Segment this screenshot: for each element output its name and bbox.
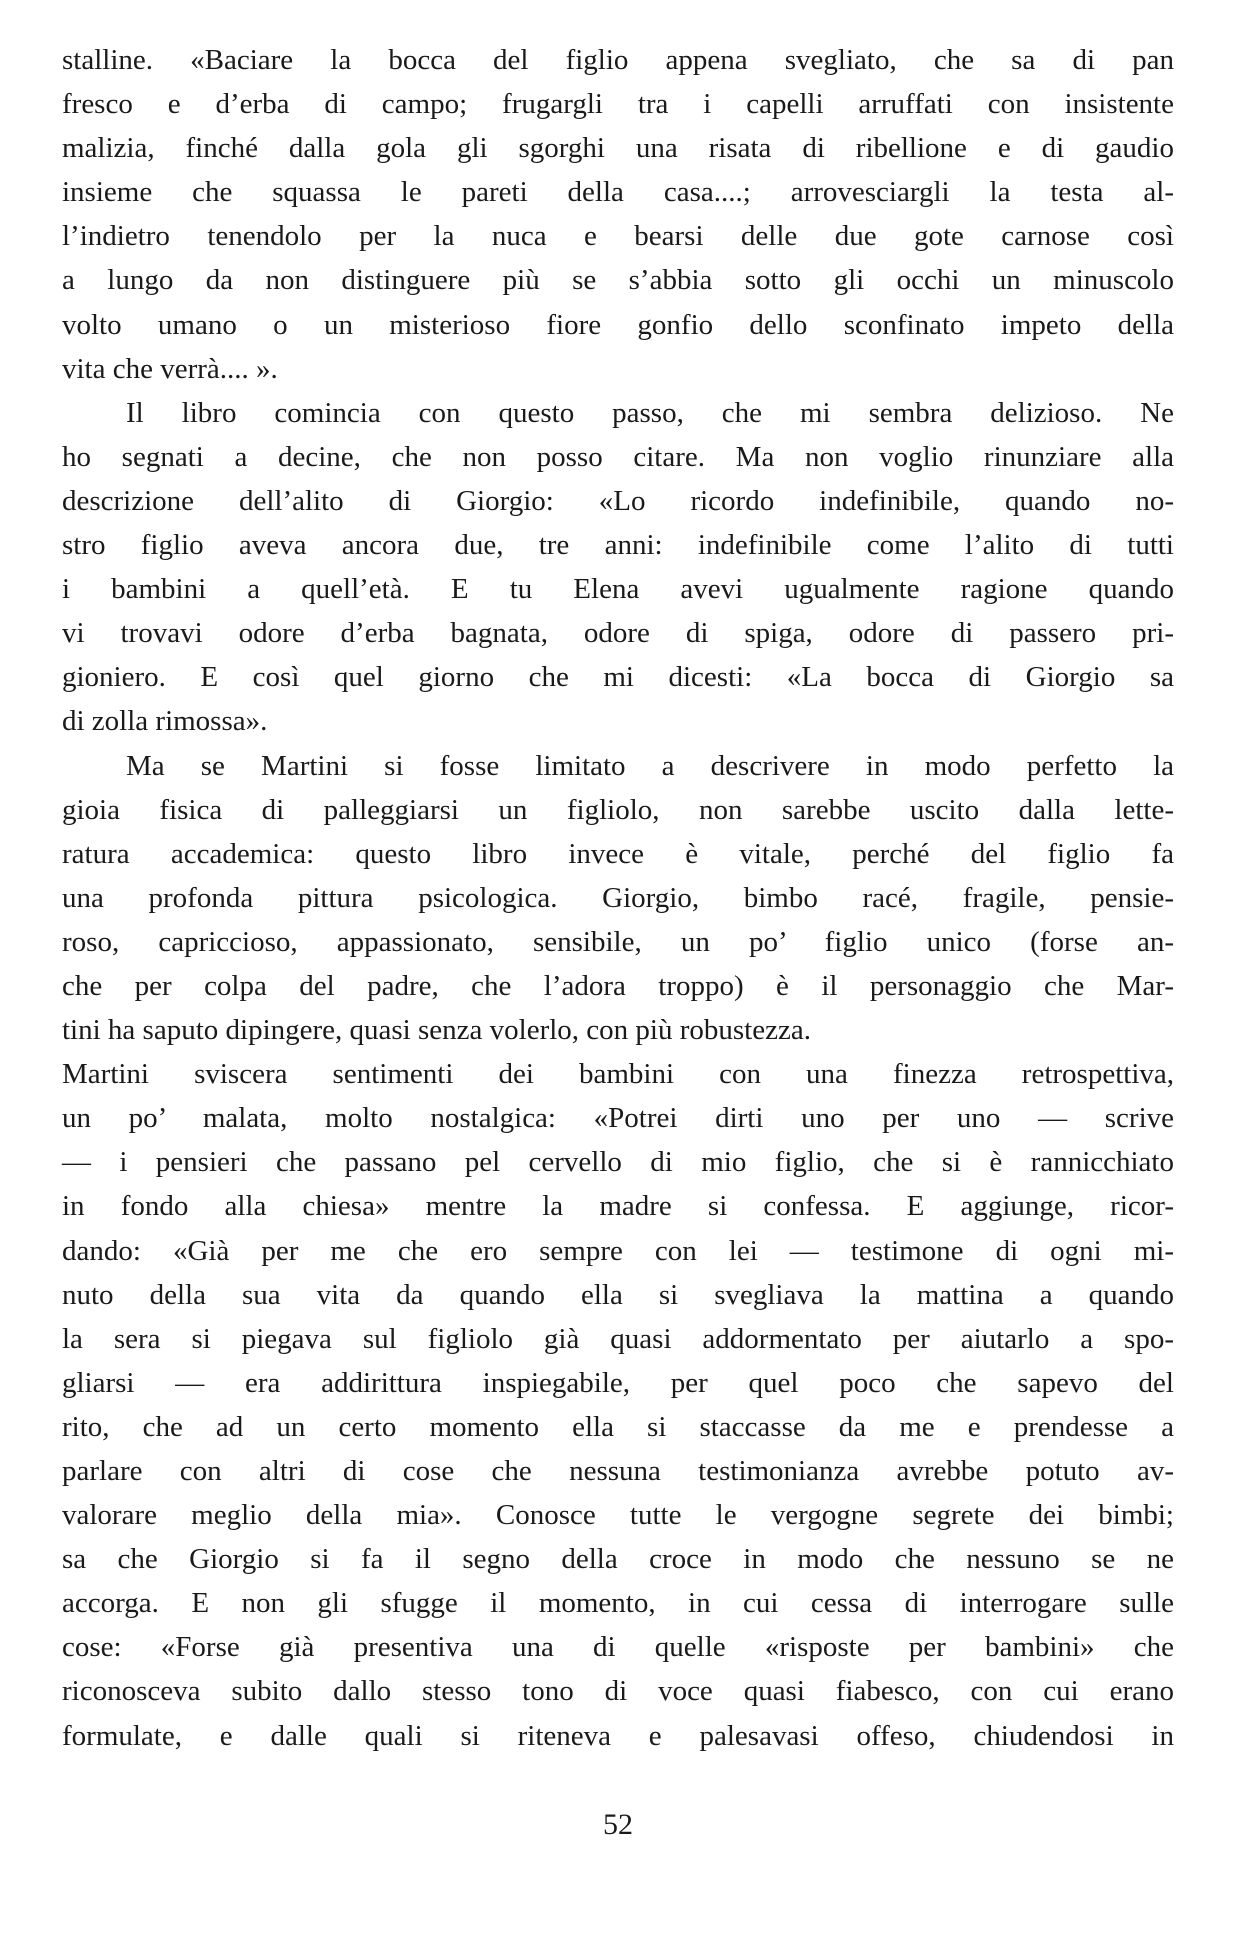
paragraph-1	[62, 38, 1174, 391]
text-line: insieme che squassa le pareti della casa....; arrovesciargli la testa al-	[62, 176, 1174, 209]
text-line: tini ha saputo dipingere, quasi senza volerlo, con più robustezza.	[62, 1014, 811, 1047]
text-line: volto umano o un misterioso fiore gonfio dello sconfinato impeto della	[62, 308, 1174, 341]
text-line: gioniero. E così quel giorno che mi dicesti: «La bocca di Giorgio sa	[62, 661, 1174, 694]
text-line: malizia, finché dalla gola gli sgorghi una risata di ribellione e di gaudio	[62, 132, 1174, 165]
paragraph-2	[62, 391, 1174, 744]
text-line: Il libro comincia con questo passo, che mi sembra delizioso. Ne	[126, 396, 1174, 429]
text-line: stro figlio aveva ancora due, tre anni: indefinibile come l’alito di tutti	[62, 529, 1174, 562]
text-line: fresco e d’erba di campo; frugargli tra i capelli arruffati con insistente	[62, 88, 1174, 121]
text-line: Ma se Martini si fosse limitato a descrivere in modo perfetto la	[126, 749, 1174, 782]
text-line: descrizione dell’alito di Giorgio: «Lo ricordo indefinibile, quando no-	[62, 484, 1174, 517]
text-line: Martini sviscera sentimenti dei bambini con una finezza retrospettiva,	[62, 1058, 1174, 1091]
text-line: in fondo alla chiesa» mentre la madre si confessa. E aggiunge, ricor-	[62, 1190, 1174, 1223]
text-line: ho segnati a decine, che non posso citare. Ma non voglio rinunziare alla	[62, 440, 1174, 473]
text-line: sa che Giorgio si fa il segno della croce in modo che nessuno se ne	[62, 1543, 1174, 1576]
text-line: valorare meglio della mia». Conosce tutte le vergogne segrete dei bimbi;	[62, 1499, 1174, 1532]
text-line: vita che verrà.... ».	[62, 352, 278, 385]
page-body	[62, 38, 1174, 1758]
text-line: formulate, e dalle quali si riteneva e palesavasi offeso, chiudendosi in	[62, 1719, 1174, 1752]
text-line: un po’ malata, molto nostalgica: «Potrei dirti uno per uno — scrive	[62, 1102, 1174, 1135]
text-line: stalline. «Baciare la bocca del figlio appena svegliato, che sa di pan	[62, 44, 1174, 76]
text-line: riconosceva subito dallo stesso tono di voce quasi fiabesco, con cui erano	[62, 1675, 1174, 1708]
text-line: i bambini a quell’età. E tu Elena avevi ugualmente ragione quando	[62, 573, 1174, 606]
text-line: rito, che ad un certo momento ella si staccasse da me e prendesse a	[62, 1410, 1174, 1443]
text-line: gliarsi — era addirittura inspiegabile, per quel poco che sapevo del	[62, 1366, 1174, 1399]
text-line: accorga. E non gli sfugge il momento, in cui cessa di interrogare sulle	[62, 1587, 1174, 1620]
text-line: la sera si piegava sul figliolo già quasi addormentato per aiutarlo a spo-	[62, 1322, 1174, 1355]
paragraph-3	[62, 744, 1174, 1758]
text-line: vi trovavi odore d’erba bagnata, odore di spiga, odore di passero pri-	[62, 617, 1174, 650]
text-line: — i pensieri che passano pel cervello di mio figlio, che si è rannicchiato	[62, 1146, 1174, 1179]
text-line: di zolla rimossa».	[62, 705, 268, 738]
text-line: roso, capriccioso, appassionato, sensibile, un po’ figlio unico (forse an-	[62, 925, 1174, 958]
text-line: ratura accademica: questo libro invece è vitale, perché del figlio fa	[62, 837, 1174, 870]
text-line: che per colpa del padre, che l’adora troppo) è il personaggio che Mar-	[62, 969, 1174, 1002]
page-number: 52	[603, 1808, 633, 1841]
text-line: nuto della sua vita da quando ella si svegliava la mattina a quando	[62, 1278, 1174, 1311]
text-line: gioia fisica di palleggiarsi un figliolo, non sarebbe uscito dalla lette-	[62, 793, 1174, 826]
text-line: a lungo da non distinguere più se s’abbia sotto gli occhi un minuscolo	[62, 264, 1174, 297]
text-line: una profonda pittura psicologica. Giorgio, bimbo racé, fragile, pensie-	[62, 881, 1174, 914]
text-line: cose: «Forse già presentiva una di quelle «risposte per bambini» che	[62, 1631, 1174, 1664]
text-line: l’indietro tenendolo per la nuca e bearsi delle due gote carnose così	[62, 220, 1174, 253]
text-line: parlare con altri di cose che nessuna testimonianza avrebbe potuto av-	[62, 1455, 1174, 1487]
text-line: dando: «Già per me che ero sempre con lei — testimone di ogni mi-	[62, 1234, 1174, 1267]
